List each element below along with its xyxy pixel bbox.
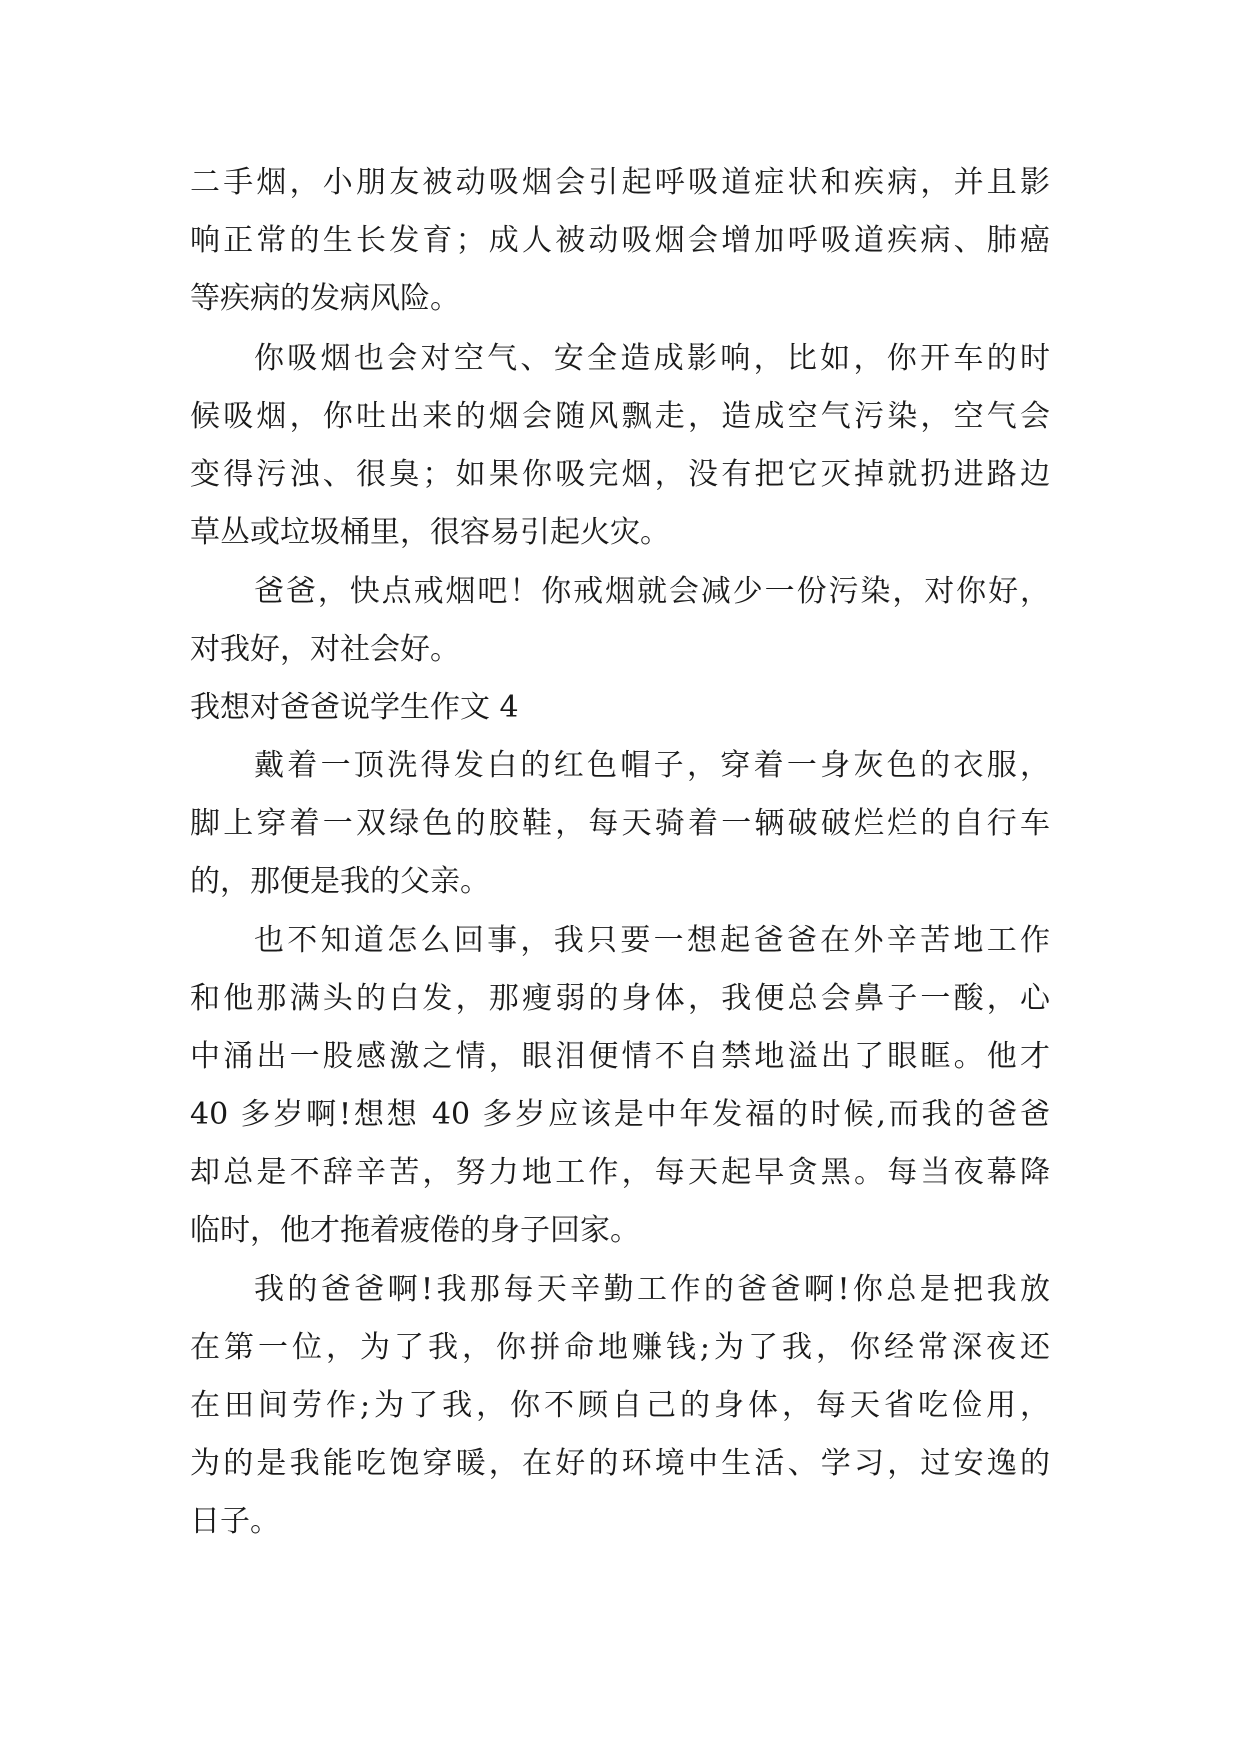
text-line: 中涌出一股感激之情，眼泪便情不自禁地溢出了眼眶。他才 [190, 1039, 1050, 1074]
text-line: 脚上穿着一双绿色的胶鞋，每天骑着一辆破破烂烂的自行车 [190, 806, 1050, 841]
text-line: 和他那满头的白发，那瘦弱的身体，我便总会鼻子一酸，心 [190, 981, 1050, 1016]
text-line: 在田间劳作;为了我，你不顾自己的身体，每天省吃俭用， [190, 1388, 1050, 1423]
text-line: 戴着一顶洗得发白的红色帽子，穿着一身灰色的衣服， [254, 748, 1050, 783]
text-line: 变得污浊、很臭；如果你吸完烟，没有把它灭掉就扔进路边 [190, 457, 1050, 492]
section-heading: 我想对爸爸说学生作文 4 [190, 690, 519, 725]
text-line: 的，那便是我的父亲。 [190, 864, 490, 899]
text-line: 等疾病的发病风险。 [190, 281, 460, 316]
text-line: 你吸烟也会对空气、安全造成影响，比如，你开车的时 [254, 341, 1050, 376]
text-line: 爸爸，快点戒烟吧！你戒烟就会减少一份污染，对你好， [254, 574, 1050, 609]
text-line: 候吸烟，你吐出来的烟会随风飘走，造成空气污染，空气会 [190, 399, 1050, 434]
text-line: 我的爸爸啊!我那每天辛勤工作的爸爸啊!你总是把我放 [254, 1272, 1050, 1307]
text-line: 为的是我能吃饱穿暖，在好的环境中生活、学习，过安逸的 [190, 1446, 1050, 1481]
text-line: 却总是不辞辛苦，努力地工作，每天起早贪黑。每当夜幕降 [190, 1155, 1050, 1190]
text-line: 二手烟，小朋友被动吸烟会引起呼吸道症状和疾病，并且影 [190, 165, 1050, 200]
text-line: 也不知道怎么回事，我只要一想起爸爸在外辛苦地工作 [254, 923, 1050, 958]
text-line: 在第一位，为了我，你拼命地赚钱;为了我，你经常深夜还 [190, 1330, 1050, 1365]
text-line: 日子。 [190, 1504, 280, 1539]
text-line: 临时，他才拖着疲倦的身子回家。 [190, 1213, 640, 1248]
text-line: 40 多岁啊!想想 40 多岁应该是中年发福的时候,而我的爸爸 [190, 1097, 1050, 1132]
text-line: 响正常的生长发育；成人被动吸烟会增加呼吸道疾病、肺癌 [190, 223, 1050, 258]
text-line: 对我好，对社会好。 [190, 632, 460, 667]
text-line: 草丛或垃圾桶里，很容易引起火灾。 [190, 515, 670, 550]
